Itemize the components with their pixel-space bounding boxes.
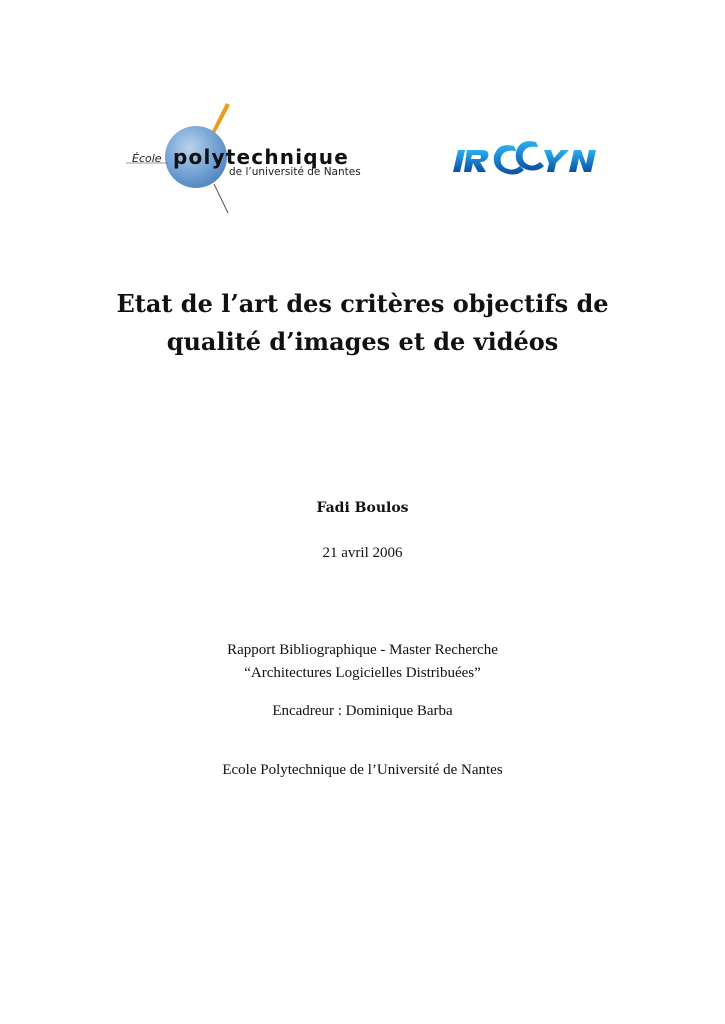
document-title — [0, 285, 725, 361]
report-type: Rapport Bibliographique - Master Recherche — [227, 642, 498, 658]
title-line-1: Etat de l’art des critères objectifs de — [116, 289, 609, 318]
program-name: “Architectures Logicielles Distribuées” — [244, 665, 481, 681]
author-name: Fadi Boulos — [316, 500, 409, 516]
logo-polytechnique-text: polytechnique — [173, 145, 349, 169]
irccyn-logo-graphic — [452, 136, 602, 184]
school-name: Ecole Polytechnique de l’Université de Nantes — [222, 762, 503, 778]
polytech-nantes-logo — [122, 100, 382, 220]
logo-ecole-text: École — [132, 152, 162, 165]
document-date: 21 avril 2006 — [322, 545, 403, 561]
logo-nantes-text: de l’université de Nantes — [229, 166, 361, 178]
irccyn-logo — [452, 136, 602, 184]
title-line-2: qualité d’images et de vidéos — [166, 327, 559, 356]
supervisor: Encadreur : Dominique Barba — [272, 703, 453, 719]
